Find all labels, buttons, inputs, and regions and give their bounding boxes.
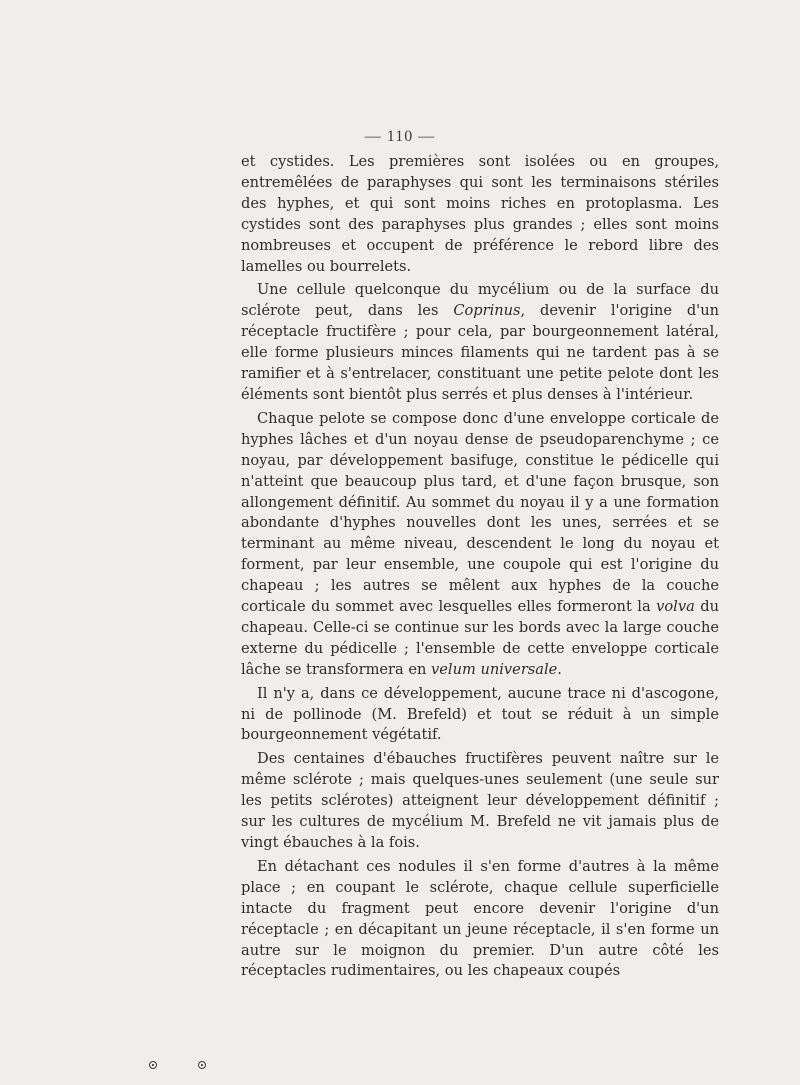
paragraph-6-text: En détachant ces nodules il s'en forme d'autres à la même place ; en coupant le sclérote, chaque cellule superficielle intacte du fragment peut encore devenir l'origine d'un réceptacle ; en décapitant un jeune réceptacle, il s'en forme un autre sur le moignon du premier. D'un autre côté les réceptacles rudimentaires, ou les chapeaux coupés [241,857,719,980]
binding-hole-mark-left [149,1061,157,1069]
paragraph-1-text: et cystides. Les premières sont isolées ou en groupes, entremêlées de paraphyses qui sont les terminaisons stériles des hyphes, et qui sont moins riches en protoplasma. Les cystides sont des paraphyses plus grandes ; elles sont moins nombreuses et occupent de préférence le rebord libre des lamelles ou bourrelets. [241,153,719,275]
paragraph-5-text: Des centaines d'ébauches fructifères peuvent naître sur le même sclérote ; mais quelques-unes seulement (une seule sur les petits sclérotes) atteignent leur développement définitif ; sur les cultures de mycélium M. Brefeld ne vit jamais plus de vingt ébauches à la fois. [241,750,719,851]
genus-name-coprinus: Coprinus [453,302,521,320]
paragraph-6 [241,857,719,982]
paragraph-2-text-a: Une cellule quelconque du mycélium ou de la surface du sclérote peut, dans les [241,281,719,320]
paragraph-4-text: Il n'y a, dans ce développement, aucune trace ni d'ascogone, ni de pollinode (M. Brefeld) et tout se réduit à un simple bourgeonnement végétatif. [241,684,719,744]
paragraph-2 [241,280,719,405]
paragraph-2-text-b: , devenir l'origine d'un réceptacle fructifère ; pour cela, par bourgeonnement latéral, elle forme plusieurs minces filaments qui ne tardent pas à se ramifier et à s'entrelacer, constituant une petite pelote dont les éléments sont bientôt plus serrés et plus denses à l'intérieur. [241,302,719,403]
paragraph-4 [241,684,719,747]
binding-hole-mark-right [198,1061,206,1069]
paragraph-1 [241,152,719,277]
paragraph-3-text-b: du chapeau. Celle-ci se continue sur les bords avec la large couche externe du pédicelle ; l'ensemble de cette enveloppe corticale lâche se transformera en [241,598,719,678]
term-volva: volva [656,598,695,616]
paragraph-3-text-c: . [557,660,562,678]
body-text [241,152,719,982]
paragraph-5 [241,749,719,854]
term-velum-universale: velum universale [431,660,558,678]
paragraph-3-text-a: Chaque pelote se compose donc d'une enveloppe corticale de hyphes lâches et d'un noyau dense de pseudoparenchyme ; ce noyau, par développement basifuge, constitue le pédicelle qui n'atteint que beaucoup plus tard, et d'une façon brusque, son allongement définitif. Au sommet du noyau il y a une formation abondante d'hyphes nouvelles dont les unes, serrées et se terminant au même niveau, descendent le long du noyau et forment, par leur ensemble, une coupole qui est l'origine du chapeau ; les autres se mêlent aux hyphes de la couche corticale du sommet avec lesquelles elles formeront la [241,409,719,616]
page-number: — 110 — [364,128,436,145]
paragraph-3 [241,409,719,681]
